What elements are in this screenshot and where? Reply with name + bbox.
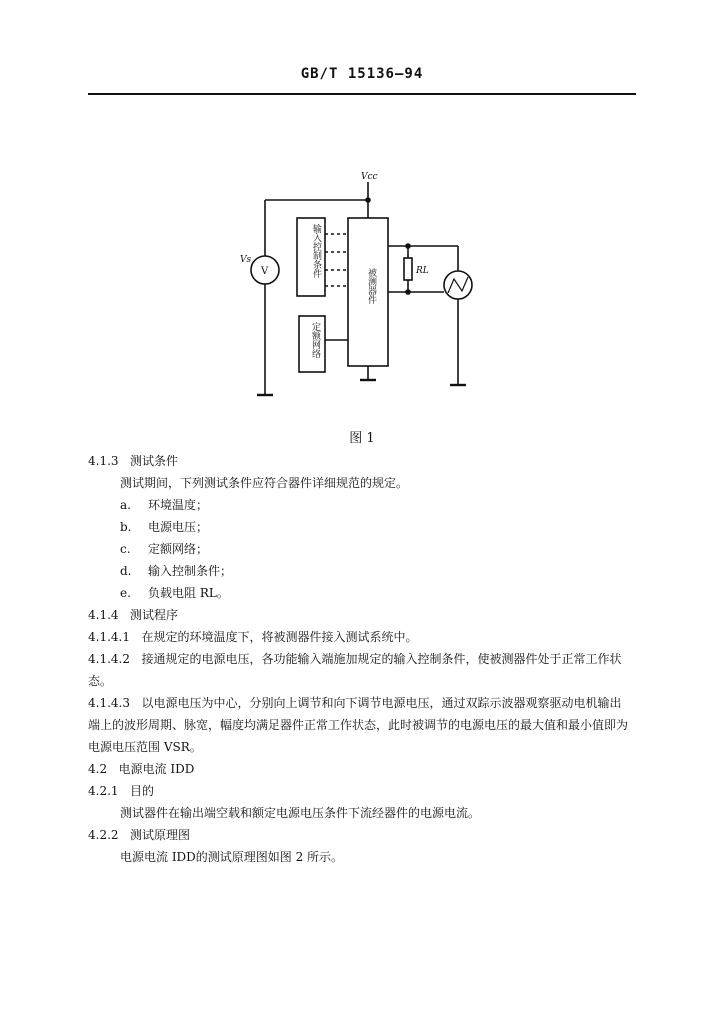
- list-item: [120, 497, 208, 513]
- list-item: [120, 563, 232, 579]
- oscilloscope-wave: [448, 277, 468, 293]
- section-title: 目的: [130, 784, 155, 798]
- rl-resistor: [404, 258, 412, 280]
- list-item: [120, 585, 229, 601]
- rl-label: RL: [416, 266, 429, 276]
- section-4-1-4-3-line2: 端上的波形周期、脉宽，幅度均满足器件正常工作状态，此时被调节的电源电压的最大值和最小值即为: [88, 718, 629, 732]
- paragraph-text: 在规定的环境温度下，将被测器件接入测试系统中。: [141, 630, 418, 644]
- section-title: 测试原理图: [130, 828, 191, 842]
- section-title: 电源电流 IDD: [118, 762, 195, 776]
- section-title: 测试程序: [130, 608, 179, 622]
- input-control-text: 输入控制条件: [311, 224, 321, 278]
- section-4-1-4-1: [88, 629, 417, 645]
- section-number: 4.1.3: [88, 454, 119, 468]
- section-4-1-3-intro: 测试期间，下列测试条件应符合器件详细规范的规定。: [120, 476, 409, 490]
- list-item: [120, 519, 208, 535]
- list-marker: b.: [120, 520, 132, 534]
- list-text: 负载电阻 RL。: [148, 586, 229, 600]
- list-marker: d.: [120, 564, 132, 578]
- list-item: [120, 541, 208, 557]
- section-4-2-2-text: 电源电流 IDD的测试原理图如图 2 所示。: [120, 850, 344, 864]
- section-number: 4.1.4: [88, 608, 119, 622]
- timing-network-text: 定额网络: [310, 322, 320, 358]
- list-text: 电源电压；: [148, 520, 209, 534]
- test-circuit-diagram: [0, 0, 724, 440]
- list-text: 输入控制条件；: [148, 564, 233, 578]
- section-number: 4.2.1: [88, 784, 119, 798]
- section-number: 4.1.4.3: [88, 696, 130, 710]
- dut-text: 被测器件: [366, 268, 376, 304]
- list-marker: a.: [120, 498, 131, 512]
- vs-label: Vs: [240, 255, 252, 265]
- list-text: 定额网络；: [148, 542, 209, 556]
- section-4-1-4-heading: [88, 607, 178, 623]
- section-title: 测试条件: [130, 454, 179, 468]
- voltmeter-label: V: [261, 266, 269, 277]
- section-4-1-3-heading: [88, 453, 178, 469]
- section-4-1-4-2-line1: [88, 651, 636, 667]
- input-control-label: [301, 224, 321, 278]
- section-number: 4.2.2: [88, 828, 119, 842]
- page-header-standard: GB/T 15136—94: [300, 66, 424, 82]
- dut-label: [362, 268, 376, 304]
- section-4-2-1-heading: [88, 783, 154, 799]
- vcc-label: Vcc: [361, 172, 378, 182]
- section-number: 4.2: [88, 762, 108, 776]
- section-4-2-2-heading: [88, 827, 190, 843]
- section-number: 4.1.4.2: [88, 652, 130, 666]
- list-marker: c.: [120, 542, 131, 556]
- list-marker: e.: [120, 586, 131, 600]
- section-4-1-4-2-line2: 态。: [88, 674, 113, 688]
- section-4-2-heading: [88, 761, 194, 777]
- list-text: 环境温度；: [148, 498, 209, 512]
- timing-network-label: [306, 322, 320, 358]
- figure-caption: 图 1: [349, 431, 375, 446]
- section-4-1-4-3-line3: 电源电压范围 VSR。: [88, 740, 202, 754]
- section-number: 4.1.4.1: [88, 630, 130, 644]
- section-4-1-4-3-line1: [88, 695, 636, 711]
- section-4-2-1-text: 测试器件在输出端空载和额定电源电压条件下流经器件的电源电流。: [120, 806, 481, 820]
- paragraph-text: 以电源电压为中心，分别向上调节和向下调节电源电压，通过双踪示波器观察驱动电机输出: [141, 696, 622, 710]
- paragraph-text: 接通规定的电源电压，各功能输入端施加规定的输入控制条件，使被测器件处于正常工作状: [141, 652, 622, 666]
